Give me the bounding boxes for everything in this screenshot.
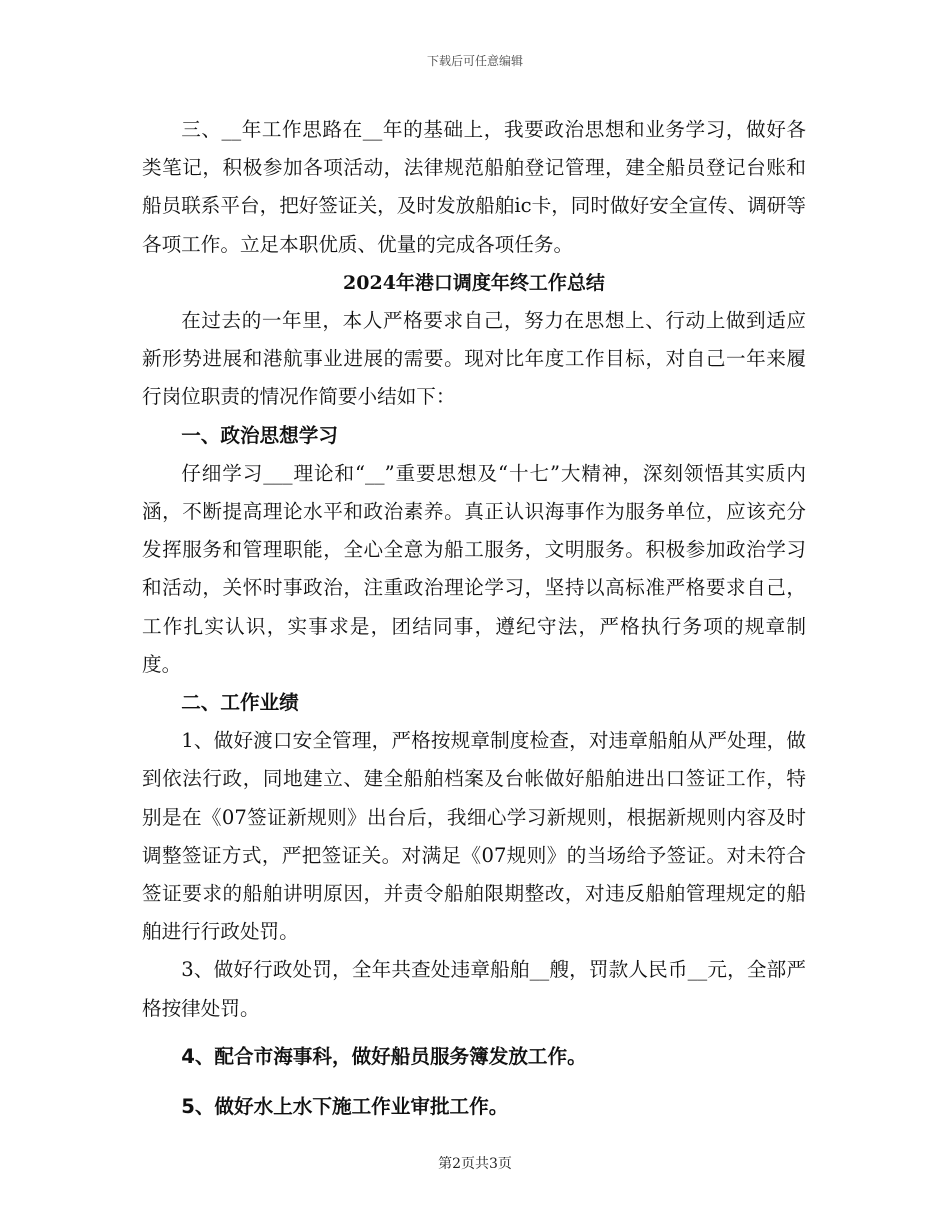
document-body: [142, 111, 806, 1126]
paragraph-work-plan: 三、__年工作思路在__年的基础上，我要政治思想和业务学习，做好各类笔记，积极参加各项活动，法律规范船舶登记管理，建全船员登记台账和船员联系平台，把好签证关，及时发放船舶ic卡，同时做好安全宣传、调研等各项工作。立足本职优质、优量的完成各项任务。: [142, 118, 806, 256]
document-title: 2024年港口调度年终工作总结: [343, 271, 605, 294]
page-number: 第2页共3页: [438, 1156, 512, 1172]
paragraph-intro: 在过去的一年里，本人严格要求自己，努力在思想上、行动上做到适应新形势进展和港航事业进展的需要。现对比年度工作目标，对自己一年来履行岗位职责的情况作简要小结如下：: [142, 309, 806, 409]
paragraph-political-study: 仔细学习___理论和“__”重要思想及“十七”大精神，深刻领悟其实质内涵，不断提高理论水平和政治素养。真正认识海事作为服务单位，应该充分发挥服务和管理职能，全心全意为船工服务，文明服务。积极参加政治学习和活动，关怀时事政治，注重政治理论学习，坚持以高标准严格要求自己，工作扎实认识，实事求是，团结同事，遵纪守法，严格执行务项的规章制度。: [142, 461, 806, 676]
section-heading-achievements: 二、工作业绩: [181, 691, 299, 715]
page-header: 下载后可任意编辑: [426, 54, 523, 68]
section-heading-political-study: 一、政治思想学习: [181, 423, 338, 447]
paragraph-ferry-safety: 1、做好渡口安全管理，严格按规章制度检查，对违章船舶从严处理，做到依法行政，同地建立、建全船舶档案及台帐做好船舶进出口签证工作，特别是在《07签证新规则》出台后，我细心学习新规则，根据新规则内容及时调整签证方式，严把签证关。对满足《07规则》的当场给予签证。对未符合签证要求的船舶讲明原因，并责令船舶限期整改，对违反船舶管理规定的船舶进行行政处罚。: [142, 729, 806, 944]
paragraph-penalties: 3、做好行政处罚，全年共查处违章船舶__艘，罚款人民币__元，全部严格按律处罚。: [142, 958, 806, 1020]
paragraph-construction-approval: 5、做好水上水下施工作业审批工作。: [181, 1095, 509, 1119]
paragraph-crew-handbook: 4、配合市海事科，做好船员服务簿发放工作。: [181, 1044, 587, 1068]
